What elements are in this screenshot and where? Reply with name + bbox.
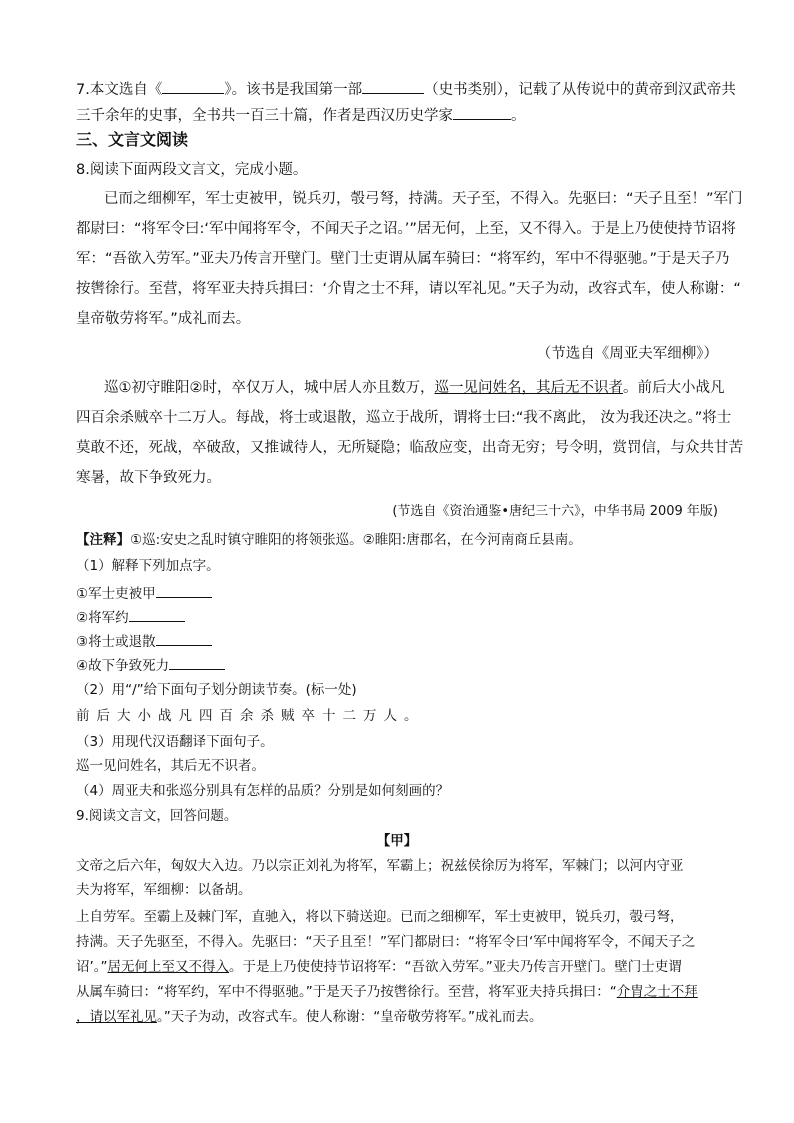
sub-question-3: （3）用现代汉语翻译下面句子。 [76,734,274,750]
passage2-line: 巡①初守睢阳②时，卒仅万人，城中居人亦且数万，巡一见问姓名，其后无不识者。前后大小战凡 [104,380,725,396]
jia-line: 持满。天子先驱至，不得入。先驱曰：“天子且至！”军门都尉曰：“将军令曰‘军中闻将军令，不闻天子之 [76,934,696,950]
sub1-item: ①军士吏被甲 [76,582,212,604]
jia-line: 上自劳军。至霸上及棘门军，直驰入，将以下骑送迎。已而之细柳军，军士吏被甲，锐兵刃，彀弓弩， [76,909,684,925]
passage1-line: 都尉曰：“将军令曰:‘军中闻将军令，不闻天子之诏。’”居无何，上至，又不得入。于是上乃使使持节诏将 [76,221,736,237]
sub-question-2: （2）用“/”给下面句子划分朗读节奏。(标一处) [76,682,357,698]
sub1-item: ②将军约 [76,606,185,628]
jia-line: 诏’。”居无何上至又不得入。于是上乃使使持节诏将军：“吾欲入劳军。”亚夫乃传言开壁门。壁门士吏谓 [76,959,682,975]
q8-intro: 8.阅读下面两段文言文，完成小题。 [76,162,308,178]
translate-sentence: 巡一见问姓名，其后无不识者。 [76,758,265,774]
underlined-sentence: 巡一见问姓名，其后无不识者 [434,380,623,396]
answer-blank[interactable] [453,104,511,120]
passage1-line: 已而之细柳军，军士吏被甲，锐兵刃，彀弓弩，持满。天子至，不得入。先驱曰：“天子且至！”军门 [104,191,743,207]
answer-blank[interactable] [169,654,225,670]
answer-blank[interactable] [156,582,212,598]
passage1-line: 按辔徐行。至营，将军亚夫持兵揖曰：‘介胄之士不拜，请以军礼见。”天子为动，改容式车，使人称谢：“ [76,281,741,297]
sub1-item: ③将士或退散 [76,630,212,652]
answer-blank[interactable] [162,78,224,94]
passage2-line: 莫敢不还，死战，卒破敌，又推诚待人，无所疑隐；临敌应变，出奇无穷；号令明，赏罚信，与众共甘苦 [76,440,743,456]
passage-jia-label: 【甲】 [376,833,418,849]
q7-line-1: 7.本文选自《 》。该书是我国第一部 （史书类别），记载了从传说中的黄帝到汉武帝共 [76,78,736,100]
underlined-sentence: 居无何上至又不得入 [107,959,230,975]
jia-line: 文帝之后六年，匈奴大入边。乃以宗正刘礼为将军，军霸上；祝兹侯徐厉为将军，军棘门；以河内守亚 [76,858,684,874]
passage1-source: （节选自《周亚夫军细柳》） [536,346,718,362]
sub-question-1: （1）解释下列加点字。 [76,558,220,574]
sub-question-4: （4）周亚夫和张巡分别具有怎样的品质？分别是如何刻画的？ [76,783,450,799]
passage2-line: 四百余杀贼卒十二万人。每战，将士或退散，巡立于战所，谓将士曰:“我不离此， 汝为我还决之。”将士 [76,410,732,426]
answer-blank[interactable] [362,78,424,94]
underlined-sentence: 介胄之士不拜 [616,984,698,1000]
rhythm-sentence: 前后大小战凡四百余杀贼卒十二万人。 [76,708,425,724]
jia-line: 从属车骑曰：“将军约，军中不得驱驰。”于是天子乃按辔徐行。至营，将军亚夫持兵揖曰：“介胄之士不拜 [76,984,698,1000]
q7-line-2: 三千余年的史事，全书共一百三十篇，作者是西汉历史学家 。 [76,104,526,126]
passage2-source: (节选自《资治通鉴•唐纪三十六》，中华书局 2009 年版) [392,504,718,519]
sub1-item: ④故下争致死力 [76,654,225,676]
section-heading: 三、文言文阅读 [76,130,189,149]
underlined-sentence: ，请以军礼见 [76,1009,157,1025]
passage2-line: 寒暑，故下争致死力。 [76,470,221,486]
jia-line: 夫为将军，军细柳：以备胡。 [76,882,252,898]
answer-blank[interactable] [129,606,185,622]
annotation: 【注释】①巡:安史之乱时镇守睢阳的将领张巡。②睢阳:唐郡名，在今河南商丘县南。 [76,532,582,548]
passage1-line: 军：“吾欲入劳军。”亚夫乃传言开壁门。壁门士吏谓从属车骑曰：“将军约，军中不得驱驰。”于是天子乃 [76,251,730,267]
passage1-line: 皇帝敬劳将军。”成礼而去。 [76,311,251,327]
jia-line: ，请以军礼见。”天子为动，改容式车。使人称谢：“皇帝敬劳将军。”成礼而去。 [76,1009,543,1025]
q9-intro: 9.阅读文言文，回答问题。 [76,808,238,824]
answer-blank[interactable] [156,630,212,646]
